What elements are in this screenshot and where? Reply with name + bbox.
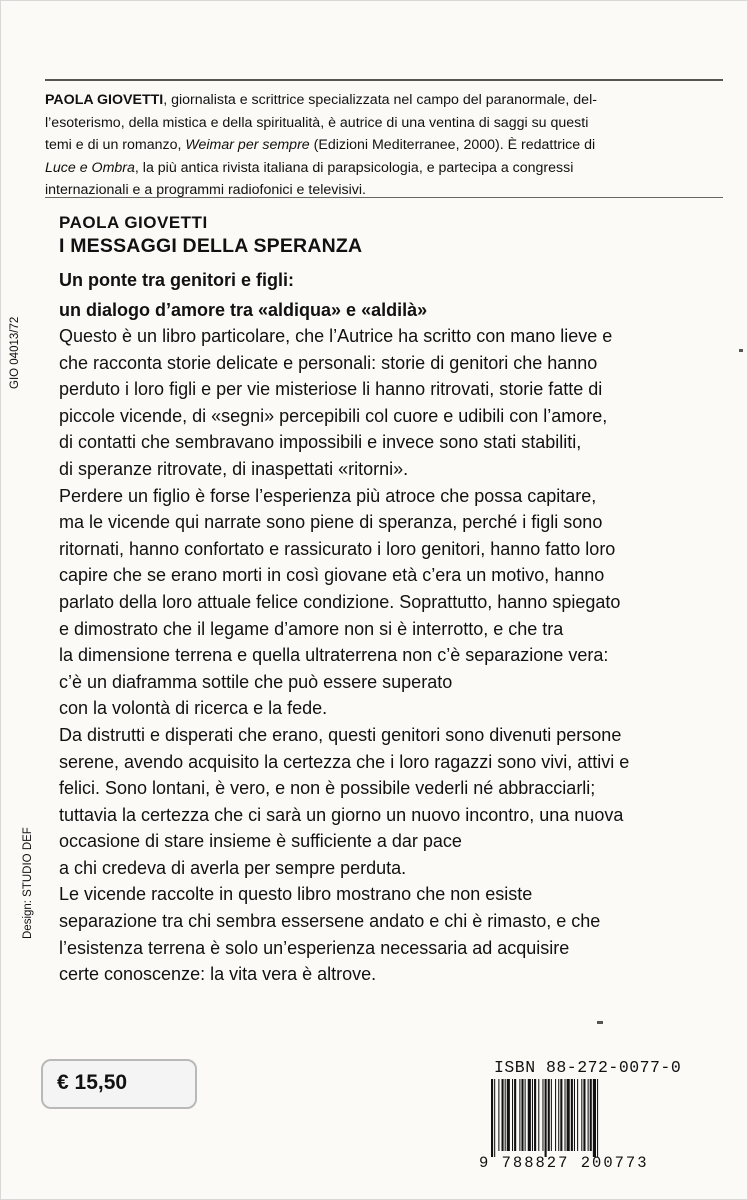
bio-novel-title: Weimar per sempre [185, 137, 310, 153]
barcode-bar [551, 1079, 552, 1151]
blurb-line: ritornati, hanno confortato e rassicurato i loro genitori, hanno fatto loro [59, 538, 616, 559]
price-sticker [41, 1059, 197, 1109]
barcode-bar [597, 1079, 598, 1157]
book-title: I MESSAGGI DELLA SPERANZA [59, 235, 363, 257]
barcode-bar [542, 1079, 543, 1151]
blurb-line: la dimensione terrena e quella ultraterrena non c’è separazione vera: [59, 645, 609, 666]
barcode-bar [565, 1079, 566, 1151]
blurb-line: separazione tra chi sembra essersene andato e chi è rimasto, e che [59, 911, 601, 932]
bio-author-name: PAOLA GIOVETTI [45, 92, 164, 108]
bio-text: internazionali e a programmi radiofonici e televisivi. [45, 182, 366, 198]
subtitle-line: Un ponte tra genitori e figli: [59, 270, 294, 290]
print-speck [739, 349, 743, 352]
barcode-bar [593, 1079, 596, 1157]
barcode-bar [567, 1079, 570, 1151]
barcode-bar [491, 1079, 493, 1157]
blurb-line: capire che se erano morti in così giovane età c’era un motivo, hanno [59, 565, 605, 586]
blurb-line: occasione di stare insieme è sufficiente a dar pace [59, 831, 462, 852]
blurb-line: tuttavia la certezza che ci sarà un giorno un nuovo incontro, una nuova [59, 804, 624, 825]
subtitle-line: un dialogo d’amore tra «aldiqua» e «aldilà» [59, 300, 428, 320]
barcode-bar [548, 1079, 550, 1151]
blurb-line: con la volontà di ricerca e la fede. [59, 698, 328, 719]
barcode-bar [512, 1079, 513, 1151]
bio-magazine-title: Luce e Ombra [45, 159, 135, 176]
blurb-line: ma le vicende qui narrate sono piene di speranza, perché i figli sono [59, 512, 603, 533]
barcode-bars [491, 1079, 598, 1157]
barcode-bar [560, 1079, 562, 1151]
book-subtitle [59, 265, 427, 325]
barcode-bar [577, 1079, 578, 1151]
barcode-bar [545, 1079, 547, 1157]
blurb-line: Le vicende raccolte in questo libro mostrano che non esiste [59, 884, 533, 905]
blurb-line: parlato della loro attuale felice condizione. Soprattutto, hanno spiegato [59, 591, 621, 612]
bio-text: temi e di un romanzo, [45, 137, 186, 153]
blurb-line: perduto i loro figli e per vie misteriose li hanno ritrovati, storie fatte di [59, 379, 603, 400]
print-speck [597, 1021, 603, 1024]
blurb-line: serene, avendo acquisito la certezza che i loro ragazzi sono vivi, attivi e [59, 751, 630, 772]
barcode-bar [588, 1079, 589, 1151]
blurb-line: Da distrutti e disperati che erano, questi genitori sono divenuti persone [59, 724, 622, 745]
barcode-bar [494, 1079, 495, 1157]
author-bio [45, 89, 725, 202]
barcode-bar [581, 1079, 582, 1151]
barcode-bar [525, 1079, 526, 1151]
blurb [59, 323, 739, 988]
barcode-bar [538, 1079, 539, 1151]
blurb-line: che racconta storie delicate e personali: storie di genitori che hanno [59, 352, 598, 373]
barcode-bar [521, 1079, 523, 1151]
barcode-bar [571, 1079, 573, 1151]
design-credit: Design: STUDIO DEF [22, 827, 34, 939]
bio-text: l’esoterismo, della mistica e della spiritualità, è autrice di una ventina di saggi su questi [45, 114, 589, 131]
author-name: PAOLA GIOVETTI [59, 213, 208, 232]
barcode-bar [558, 1079, 559, 1151]
barcode-bar [583, 1079, 585, 1151]
barcode-bar [574, 1079, 575, 1151]
blurb-line: di contatti che sembravano impossibili e invece sono stati stabiliti, [59, 432, 582, 453]
catalog-code: GIO 04013/72 [9, 316, 21, 389]
bio-text: (Edizioni Mediterranee, 2000). È redattrice di [309, 137, 596, 153]
barcode-bar [519, 1079, 520, 1151]
barcode-bar [502, 1079, 504, 1151]
blurb-line: c’è un diaframma sottile che può essere superato [59, 671, 453, 692]
mid-divider [45, 197, 723, 198]
blurb-line: certe conoscenze: la vita vera è altrove. [59, 964, 377, 985]
top-divider [45, 79, 723, 81]
barcode-bar [532, 1079, 533, 1151]
bio-text: , la più antica rivista italiana di parapsicologia, e partecipa a congressi [134, 159, 574, 176]
barcode-bar [507, 1079, 510, 1151]
barcode [479, 1079, 691, 1171]
blurb-line: Perdere un figlio è forse l’esperienza più atroce che possa capitare, [59, 485, 597, 506]
blurb-line: piccole vicende, di «segni» percepibili col cuore e udibili con l’amore, [59, 405, 608, 426]
barcode-bar [555, 1079, 556, 1151]
isbn-label: ISBN 88-272-0077-0 [494, 1058, 682, 1077]
blurb-line: Questo è un libro particolare, che l’Autrice ha scritto con mano lieve e [59, 326, 613, 346]
blurb-line: e dimostrato che il legame d’amore non si è interrotto, e che tra [59, 618, 564, 639]
barcode-bar [498, 1079, 499, 1151]
blurb-line: di speranze ritrovate, di inaspettati «ritorni». [59, 458, 409, 479]
barcode-bar [590, 1079, 592, 1151]
blurb-line: l’esistenza terrena è solo un’esperienza necessaria ad acquisire [59, 937, 570, 958]
blurb-line: a chi credeva di averla per sempre perduta. [59, 857, 407, 878]
barcode-bar [534, 1079, 536, 1151]
barcode-bar [514, 1079, 516, 1151]
barcode-bar [528, 1079, 531, 1151]
price-label: € 15,50 [57, 1071, 128, 1094]
blurb-line: felici. Sono lontani, è vero, e non è possibile vederli né abbracciarli; [59, 778, 596, 799]
barcode-bar [505, 1079, 506, 1151]
bio-text: , giornalista e scrittrice specializzata nel campo del paranormale, del- [163, 92, 597, 108]
barcode-digits: 9 788827 200773 [479, 1154, 649, 1171]
